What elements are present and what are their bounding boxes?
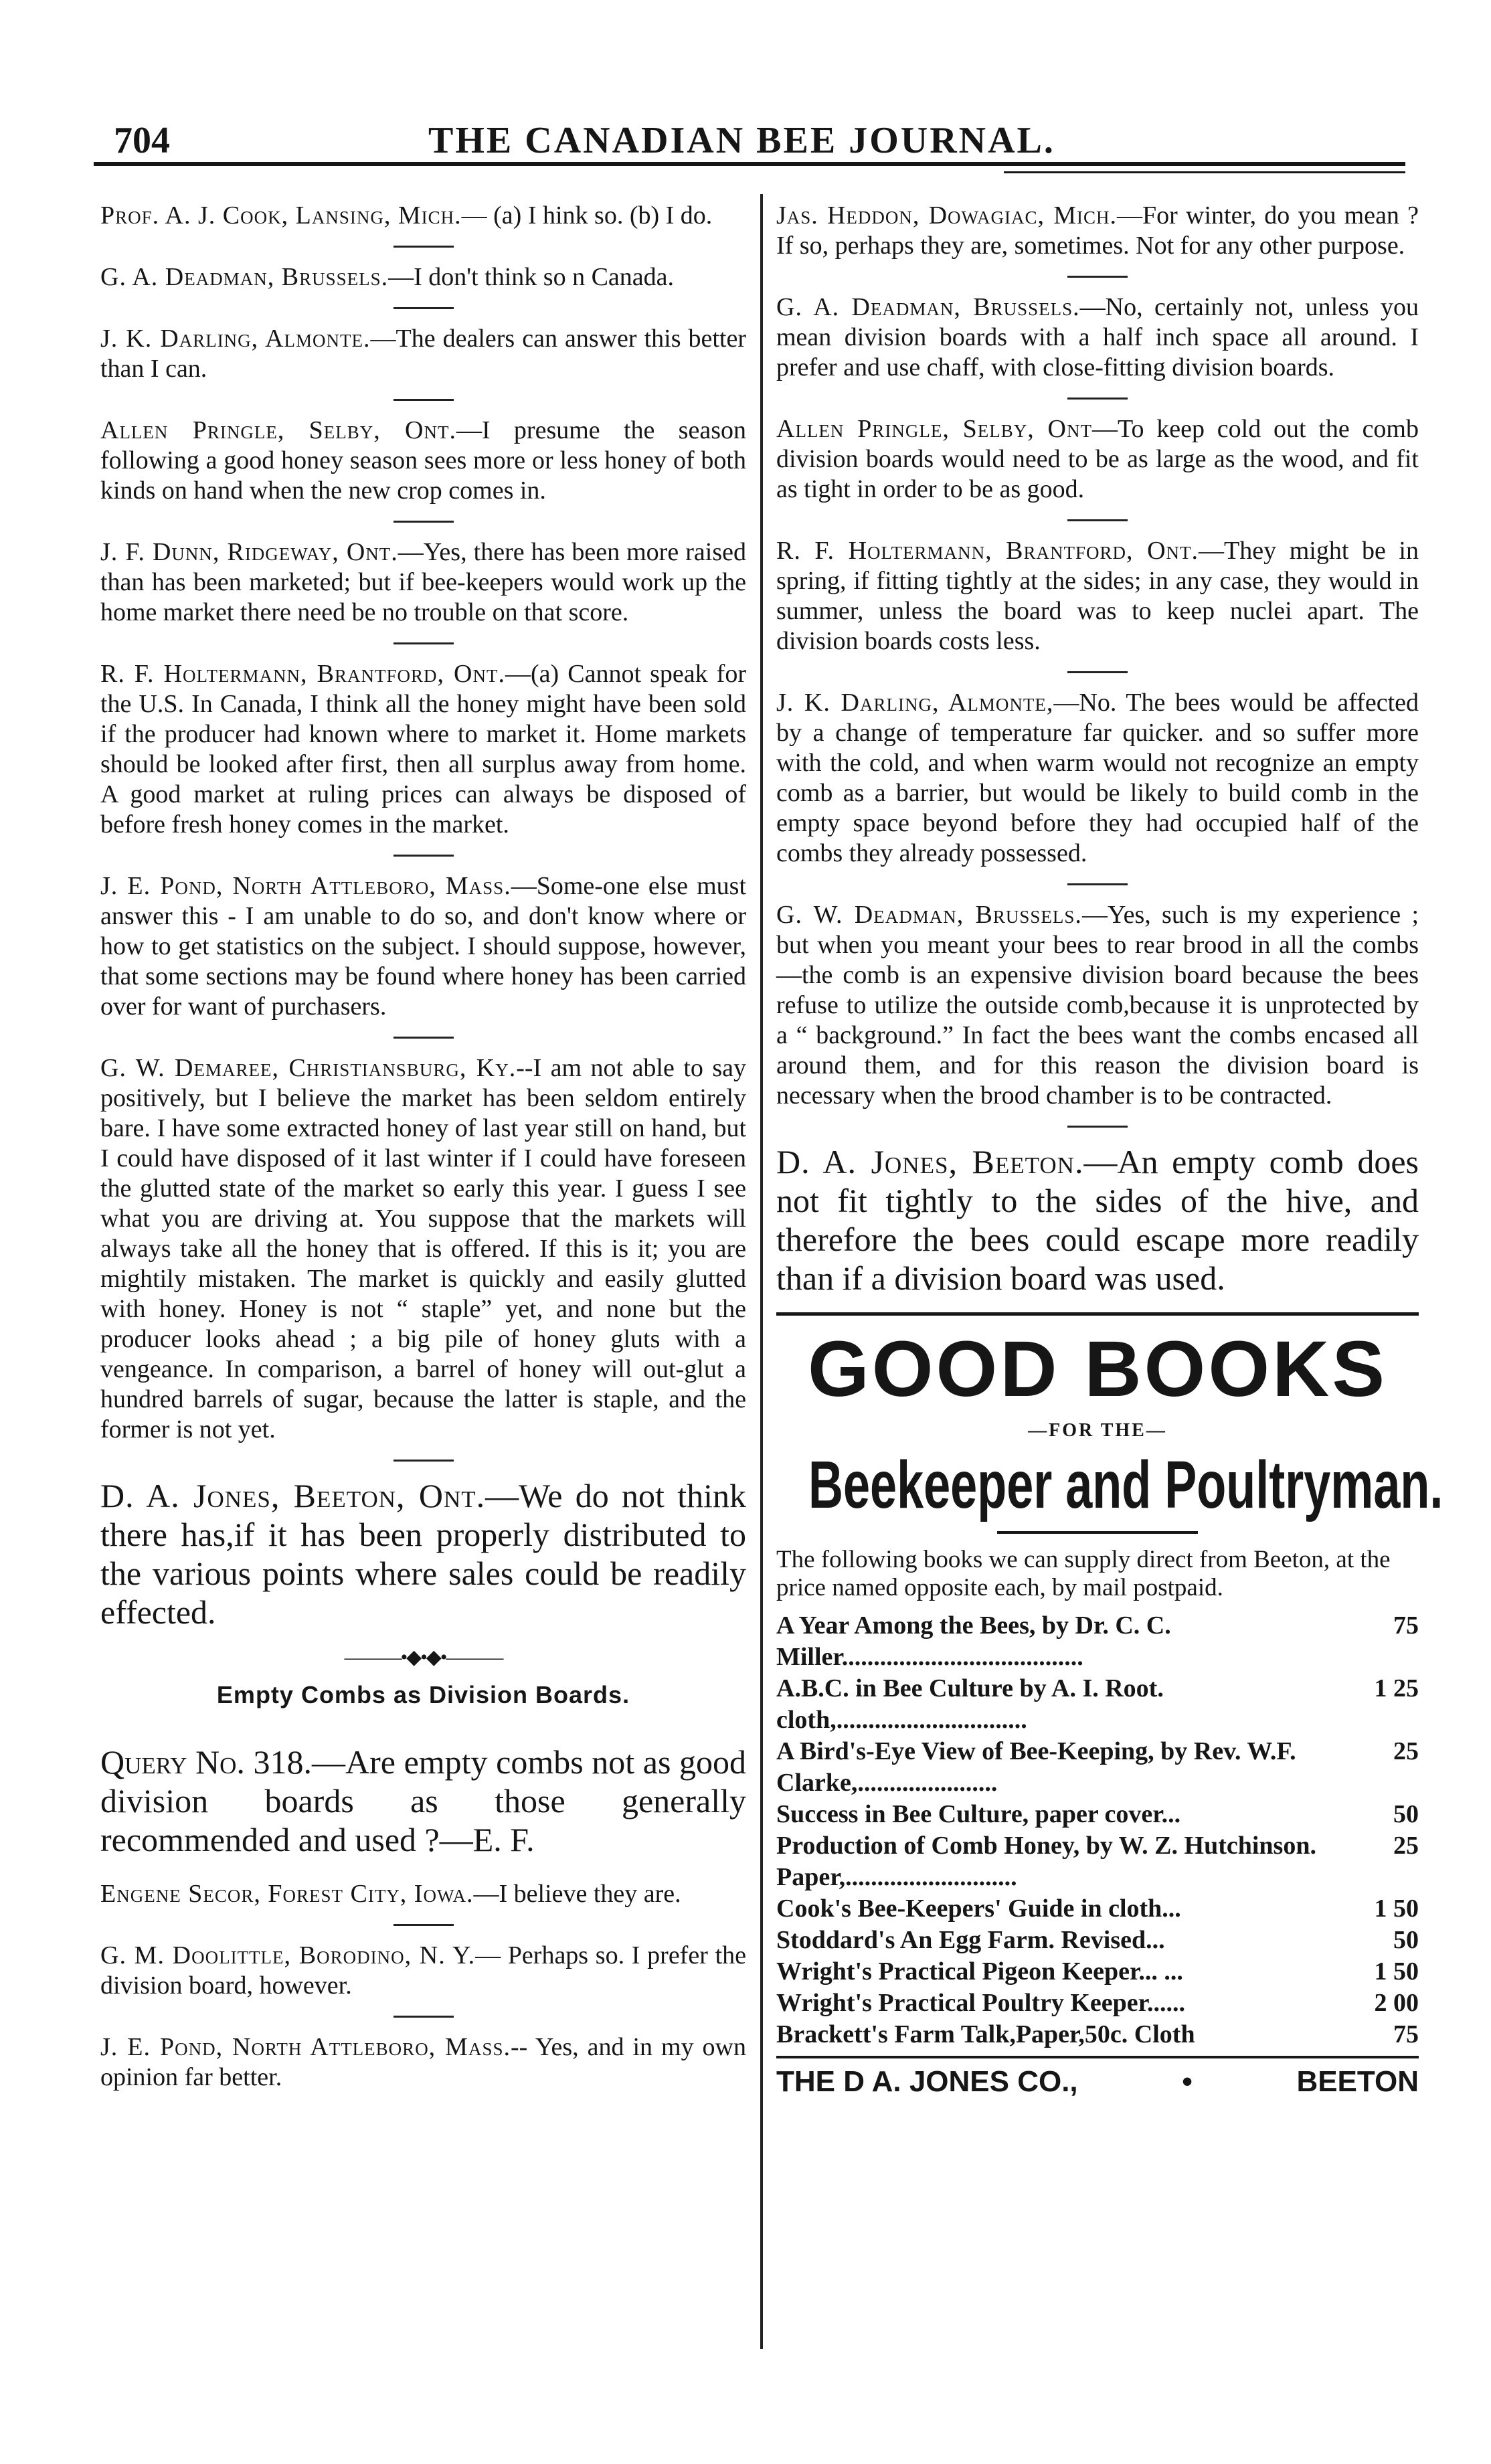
reply-author: Prof. A. J. Cook, Lansing, Mich.	[100, 201, 462, 230]
book-title: Cook's Bee-Keepers' Guide in cloth...	[776, 1895, 1181, 1923]
reply-text: --I am not able to say positively, but I believe the market has been seldom entirely bare. I have some extracted honey of last year still on hand, but I could have disposed of it last winter if I could have foreseen the glutted state of the market so early this year. I guess I see what you are driving at. You suppose that the markets will always take all the honey that is offered. If this is it; you are mightily mistaken. The market is quickly and easily glutted with honey. Honey is not “ staple” yet, and none but the producer looks ahead ; a big pile of honey gluts with a vengeance. In comparison, a barrel of honey will out-glut a hundred barrels of sugar, because the latter is staple, and the former is not yet.	[100, 1054, 746, 1443]
reply-author: G. W. Demaree, Christiansburg, Ky.	[100, 1054, 517, 1082]
reply-text: —(a) Cannot speak for the U.S. In Canada, I think all the honey might have been sold if the producer had known where to market it. Home markets should be looked after first, then all surplus away from home. A good market at ruling prices can always be disposed of before fresh honey comes in the market.	[100, 660, 746, 839]
reply-author: G. A. Deadman, Brussels.	[776, 293, 1080, 321]
separator	[1067, 671, 1128, 673]
book-price: 25	[1393, 1737, 1419, 1765]
reply-entry	[100, 2032, 746, 2093]
page-header	[114, 119, 1385, 166]
reply-entry	[100, 1879, 746, 1909]
editor-reply	[100, 1476, 746, 1632]
reply-author: J. E. Pond, North Attleboro, Mass.	[100, 872, 511, 900]
separator	[393, 642, 454, 644]
reply-entry	[100, 537, 746, 628]
reply-author: Allen Pringle, Selby, Ont	[776, 415, 1092, 443]
header-rule-accent	[1004, 171, 1405, 173]
ad-rule	[997, 1531, 1198, 1534]
ad-subtitle: Beekeeper and Poultryman.	[808, 1447, 1443, 1522]
ad-for-the: —FOR THE—	[1028, 1420, 1167, 1441]
reply-author: Allen Pringle, Selby, Ont.	[100, 416, 456, 444]
book-title: A.B.C. in Bee Culture by A. I. Root. cloth,..............................	[776, 1674, 1164, 1734]
book-item	[776, 1610, 1419, 1673]
book-price: 2 00	[1374, 1989, 1419, 2017]
reply-author: Engene Secor, Forest City, Iowa.	[100, 1880, 474, 1908]
separator	[393, 855, 454, 857]
publisher-name: THE D A. JONES CO.,	[776, 2065, 1078, 2098]
book-price: 50	[1393, 1926, 1419, 1954]
separator	[393, 307, 454, 309]
book-item	[776, 1830, 1419, 1893]
ad-title: GOOD BOOKS	[807, 1325, 1388, 1413]
separator	[393, 2016, 454, 2018]
ornament-divider: ———•◆•◆•———	[344, 1646, 503, 1668]
reply-entry	[776, 536, 1419, 656]
ad-intro: The following books we can supply direct from Beeton, at the price named opposite each, by mail postpaid.	[776, 1546, 1391, 1601]
reply-author: J. E. Pond, North Attleboro, Mass.	[100, 2033, 511, 2061]
reply-entry	[776, 201, 1419, 261]
book-price: 1 50	[1374, 1957, 1419, 1986]
reply-entry	[100, 659, 746, 840]
reply-text: —For winter, do you mean ? If so, perhaps they are, sometimes. Not for any other purpose.	[776, 201, 1419, 260]
editor-author: D. A. Jones, Beeton.	[776, 1143, 1084, 1180]
reply-text: —Some-one else must answer this - I am unable to do so, and don't know where or how to get statistics on the subject. I should suppose, however, that some sections may be found where honey has been carried over for want of purchasers.	[100, 872, 746, 1021]
reply-entry	[100, 324, 746, 384]
reply-entry	[776, 292, 1419, 383]
reply-text: —To keep cold out the comb division boards would need to be as large as the wood, and fit as tight in order to be as good.	[776, 415, 1419, 503]
query-label: Query No. 318.	[100, 1743, 313, 1781]
separator	[1067, 883, 1128, 885]
reply-text: —No. The bees would be affected by a change of temperature far quicker. and so suffer more with the cold, and when warm would not recognize an empty comb as a barrier, but would be likely to build comb in the empty space beyond before they had occupied half of the combs they already possessed.	[776, 689, 1419, 867]
book-item	[776, 1799, 1419, 1830]
reply-text: —The dealers can answer this better than I can.	[100, 325, 746, 383]
query-paragraph	[100, 1743, 746, 1859]
book-title: Production of Comb Honey, by W. Z. Hutchinson. Paper,...........................	[776, 1832, 1316, 1891]
reply-author: R. F. Holtermann, Brantford, Ont.	[100, 660, 505, 688]
right-column	[776, 201, 1443, 2099]
separator	[393, 1037, 454, 1039]
book-advertisement	[776, 1312, 1443, 2099]
reply-author: J. K. Darling, Almonte,	[776, 689, 1054, 717]
column-divider	[760, 194, 763, 2349]
reply-author: G. M. Doolittle, Borodino, N. Y.	[100, 1941, 476, 1969]
separator	[1067, 519, 1128, 521]
book-price: 50	[1393, 1800, 1419, 1828]
header-rule	[94, 162, 1405, 166]
book-title: A Year Among the Bees, by Dr. C. C. Miller......................................	[776, 1611, 1171, 1671]
footer-bullet: •	[1182, 2065, 1193, 2098]
reply-text: — Perhaps so. I prefer the division board, however.	[100, 1941, 746, 2000]
book-price: 1 25	[1374, 1674, 1419, 1702]
separator	[393, 1460, 454, 1462]
separator	[393, 1924, 454, 1926]
reply-entry	[100, 262, 746, 292]
book-item	[776, 1925, 1419, 1956]
reply-text: —I presume the season following a good honey season sees more or less honey of both kinds on hand when the new crop comes in.	[100, 416, 746, 505]
reply-entry	[776, 688, 1419, 869]
reply-text: —They might be in spring, if fitting tightly at the sides; in any case, they would in summer, unless the board was to keep nuclei apart. The division boards costs less.	[776, 537, 1419, 655]
book-title: Stoddard's An Egg Farm. Revised...	[776, 1926, 1165, 1954]
editor-reply	[776, 1142, 1419, 1298]
reply-author: J. F. Dunn, Ridgeway, Ont.	[100, 538, 398, 566]
reply-text: —No, certainly not, unless you mean division boards with a half inch space all around. I prefer and use chaff, with close-fitting division boards.	[776, 293, 1419, 381]
book-title: Brackett's Farm Talk,Paper,50c. Cloth	[776, 2020, 1195, 2048]
reply-entry	[100, 416, 746, 506]
reply-author: G. A. Deadman, Brussels.	[100, 263, 389, 291]
editor-text: —We do not think there has,if it has been properly distributed to the various points where sales could be readily effected.	[100, 1477, 747, 1631]
book-item	[776, 2019, 1419, 2050]
reply-text: -- Yes, and in my own opinion far better.	[100, 2033, 746, 2091]
reply-entry	[100, 201, 746, 231]
book-item	[776, 1673, 1419, 1736]
reply-text: —I believe they are.	[473, 1880, 681, 1908]
book-price: 1 50	[1374, 1895, 1419, 1923]
separator	[393, 246, 454, 248]
reply-author: G. W. Deadman, Brussels.	[776, 901, 1082, 929]
journal-title: THE CANADIAN BEE JOURNAL.	[428, 120, 1055, 161]
reply-text: —I don't think so n Canada.	[388, 263, 675, 291]
ad-footer	[776, 2056, 1419, 2099]
section-heading: Empty Combs as Division Boards.	[216, 1681, 630, 1708]
reply-author: J. K. Darling, Almonte.	[100, 325, 371, 353]
book-price: 75	[1393, 2020, 1419, 2048]
book-title: A Bird's-Eye View of Bee-Keeping, by Rev. W.F. Clarke,......................	[776, 1737, 1296, 1797]
book-item	[776, 1893, 1419, 1925]
book-title: Wright's Practical Poultry Keeper......	[776, 1989, 1186, 2017]
publisher-town: BEETON	[1296, 2065, 1419, 2098]
book-item	[776, 1988, 1419, 2019]
query-text: —Are empty combs not as good division boards as those generally recommended and used ?—E. F.	[100, 1743, 746, 1858]
page-number: 704	[114, 120, 170, 161]
book-item	[776, 1956, 1419, 1988]
book-title: Success in Bee Culture, paper cover...	[776, 1800, 1181, 1828]
separator	[393, 399, 454, 401]
separator	[1067, 1126, 1128, 1128]
book-price: 75	[1393, 1611, 1419, 1640]
editor-author: D. A. Jones, Beeton, Ont.	[100, 1477, 486, 1514]
reply-text: — (a) I hink so. (b) I do.	[461, 201, 713, 230]
left-column	[100, 201, 746, 2107]
separator	[393, 521, 454, 523]
separator	[1067, 398, 1128, 400]
reply-text: —Yes, such is my experience ; but when you meant your bees to rear brood in all the combs—the comb is an expensive division board because the bees refuse to utilize the outside comb,because it is unprotected by a “ background.” In fact the bees want the combs encased all around them, and for this reason the division board is necessary when the brood chamber is to be contracted.	[776, 901, 1419, 1110]
book-price: 25	[1393, 1832, 1419, 1860]
editor-text: —An empty comb does not fit tightly to the sides of the hive, and therefore the bees could escape more readily than if a division board was used.	[776, 1143, 1419, 1297]
book-item	[776, 1736, 1419, 1799]
reply-entry	[776, 900, 1419, 1111]
reply-entry	[100, 1941, 746, 2001]
separator	[1067, 276, 1128, 278]
reply-entry	[100, 1053, 746, 1445]
reply-text: —Yes, there has been more raised than has been marketed; but if bee-keepers would work up the home market there need be no trouble on that score.	[100, 538, 746, 626]
reply-entry	[100, 871, 746, 1022]
reply-entry	[776, 414, 1419, 505]
book-title: Wright's Practical Pigeon Keeper... ...	[776, 1957, 1183, 1986]
reply-author: Jas. Heddon, Dowagiac, Mich.	[776, 201, 1118, 230]
reply-author: R. F. Holtermann, Brantford, Ont.	[776, 537, 1199, 565]
